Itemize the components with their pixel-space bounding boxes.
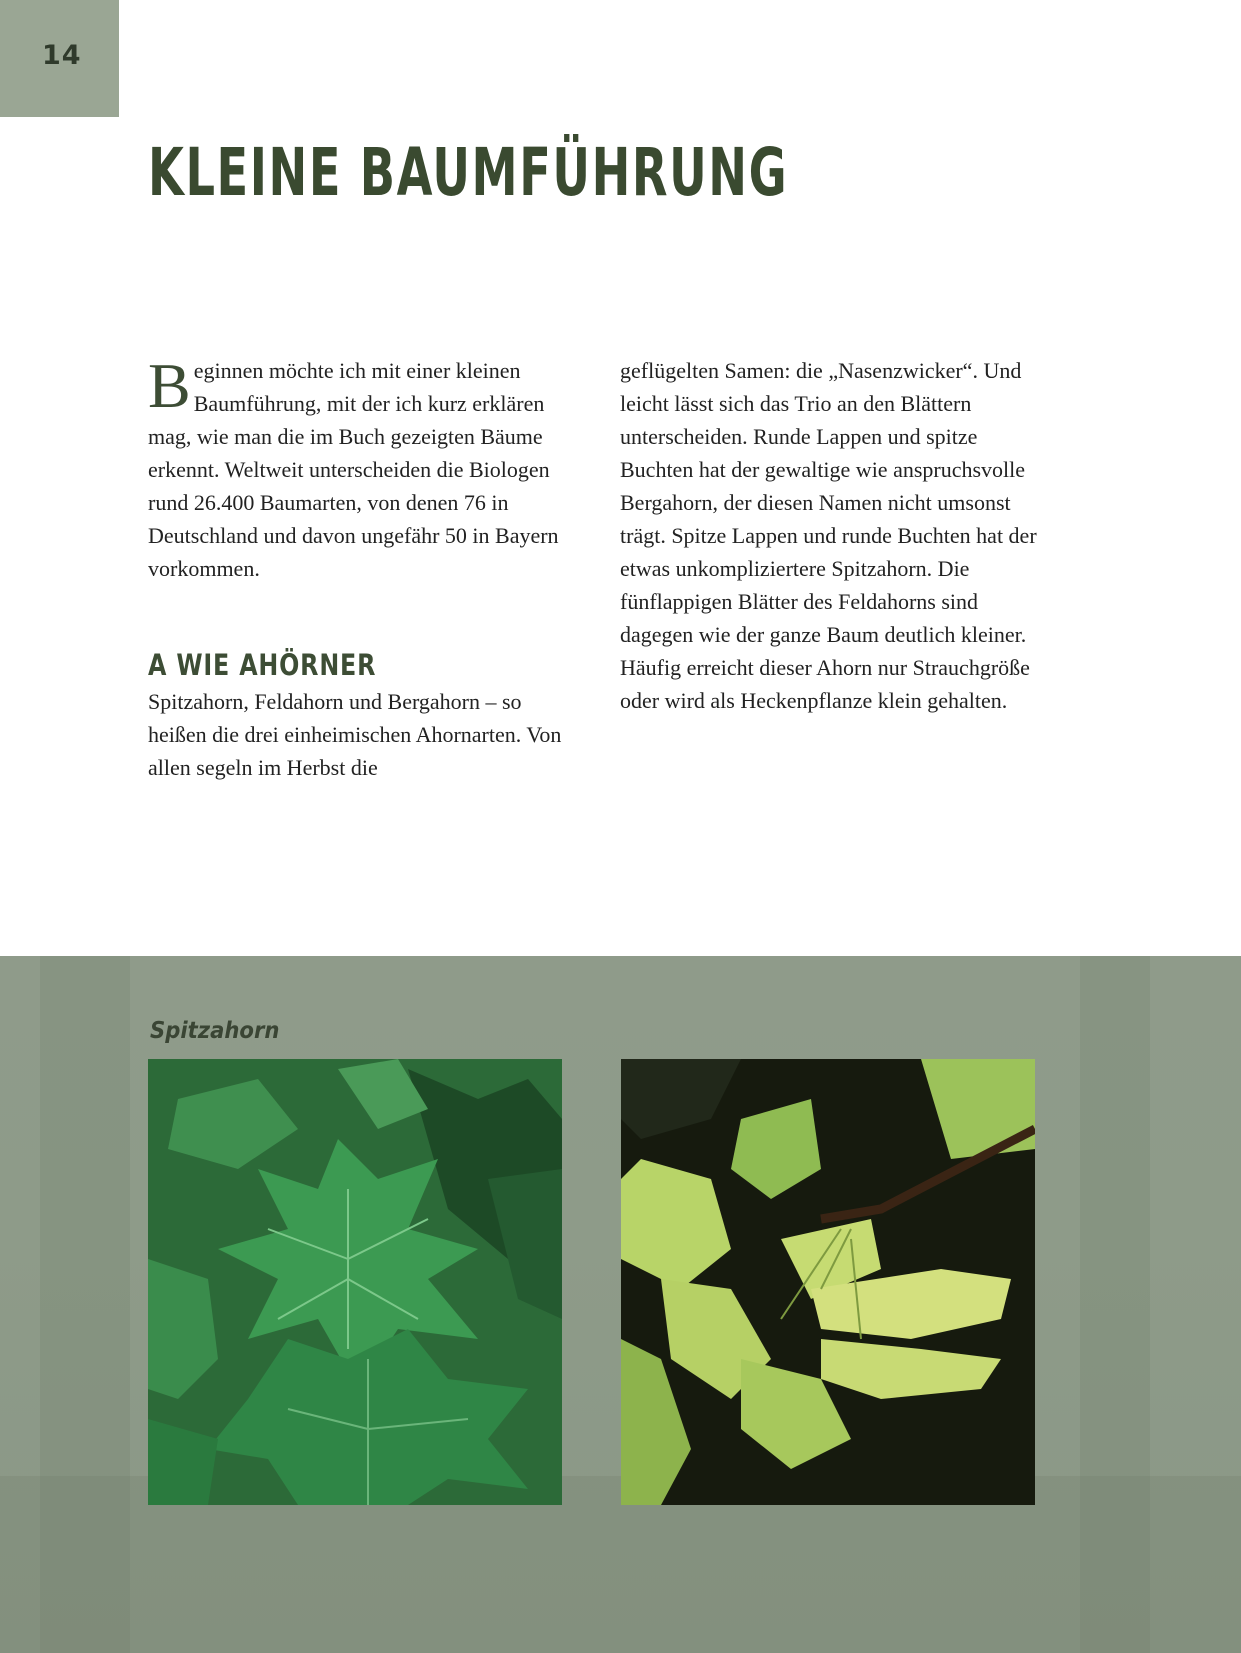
text-column-left bbox=[148, 350, 568, 784]
page-number: 14 bbox=[42, 40, 82, 71]
photo-caption: Spitzahorn bbox=[150, 1018, 280, 1044]
maple-leaves-photo bbox=[148, 1059, 562, 1505]
drop-cap: B bbox=[148, 350, 191, 421]
page-title: KLEINE BAUMFÜHRUNG bbox=[148, 134, 789, 211]
intro-text: eginnen möchte ich mit einer kleinen Baumführung, mit der ich kurz erklären mag, wie man die im Buch gezeigten Bäume erkennt. Weltweit unterscheiden die Biologen rund 26.400 Baumarten, von denen 76 in Deutschland und davon ungefähr 50 in Bayern vorkommen. bbox=[148, 358, 559, 581]
maple-seeds-photo bbox=[621, 1059, 1035, 1505]
intro-paragraph bbox=[148, 350, 568, 585]
text-column-right bbox=[620, 354, 1040, 717]
section-paragraph-right: geflügelten Samen: die „Nasenzwicker“. Und leicht lässt sich das Trio an den Blättern unterscheiden. Runde Lappen und spitze Buchten hat der gewaltige wie anspruchsvolle Bergahorn, der diesen Namen nicht umsonst trägt. Spitze Lappen und runde Buchten hat der etwas unkompliziertere Spitzahorn. Die fünflappigen Blätter des Feldahorns sind dagegen wie der ganze Baum deutlich kleiner. Häufig erreicht dieser Ahorn nur Strauchgröße oder wird als Heckenpflanze klein gehalten. bbox=[620, 358, 1037, 713]
section-heading: A WIE AHÖRNER bbox=[148, 648, 377, 682]
section-paragraph-left: Spitzahorn, Feldahorn und Bergahorn – so heißen die drei einheimischen Ahornarten. Von allen segeln im Herbst die bbox=[148, 689, 562, 780]
page-number-tab bbox=[0, 0, 119, 117]
